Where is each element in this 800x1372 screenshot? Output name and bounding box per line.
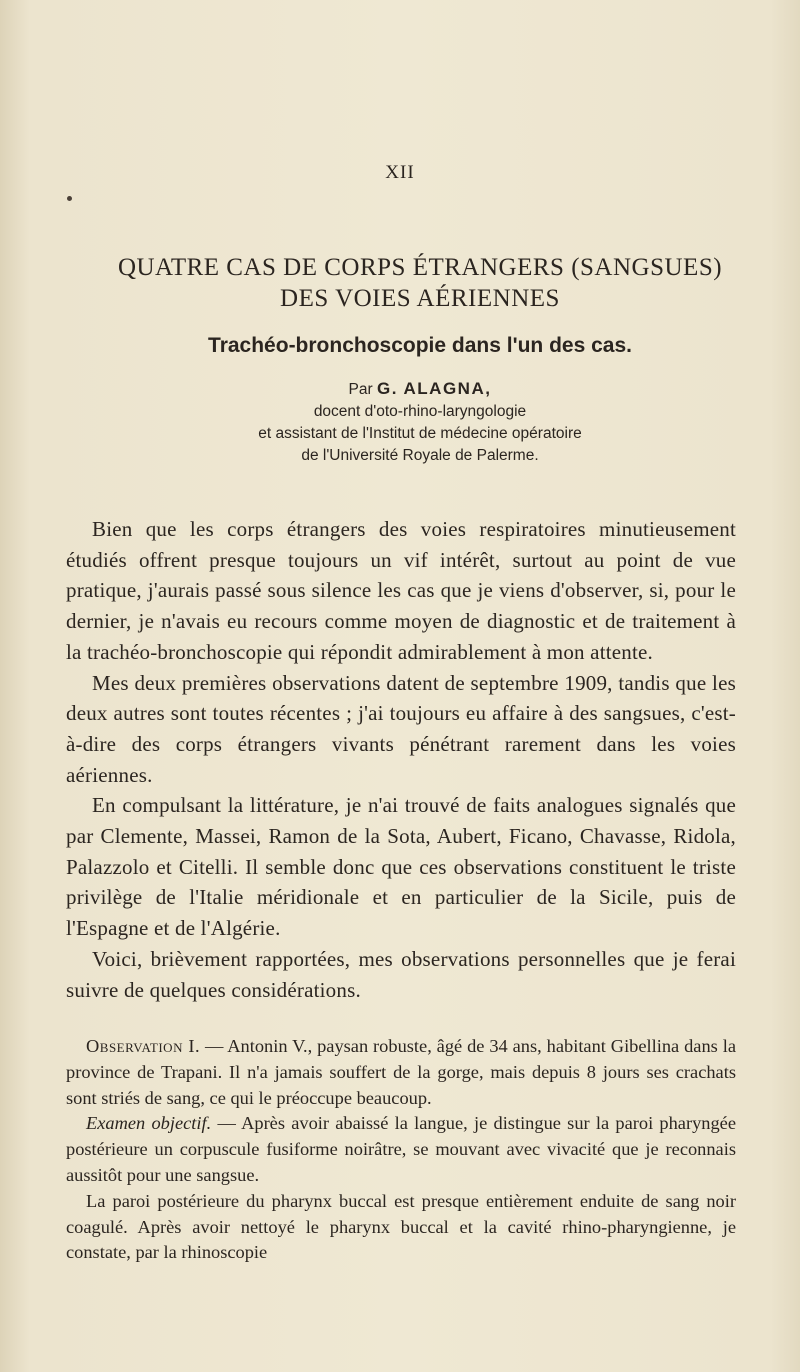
- observation-paragraph: [66, 1034, 736, 1111]
- author-affiliation-2: et assistant de l'Institut de médecine opératoire: [258, 425, 582, 442]
- exam-text: — Après avoir abaissé la langue, je distingue sur la paroi pharyngée postérieure un corpuscule fusiforme noirâtre, se mouvant avec vivacité que je reconnais aussitôt pour une sangsue.: [66, 1113, 736, 1185]
- observation-label: Observation I.: [86, 1036, 201, 1056]
- paragraph-4: Voici, brièvement rapportées, mes observations personnelles que je ferai suivre de quelques considérations.: [66, 946, 736, 1002]
- author-line: [40, 378, 800, 401]
- exam-label: Examen objectif.: [86, 1113, 212, 1134]
- title-line-2: DES VOIES AÉRIENNES: [280, 285, 560, 312]
- paragraph-2: Mes deux premières observations datent de septembre 1909, tandis que les deux autres sont toutes récentes ; j'ai toujours eu affaire à des sangsues, c'est-à-dire des corps étrangers vivants pénétrant rarement dans les voies aériennes.: [66, 670, 736, 787]
- article-body: [66, 514, 736, 1005]
- exam-paragraph: [66, 1111, 736, 1188]
- observation-text: — Antonin V., paysan robuste, âgé de 34 ans, habitant Gibellina dans la province de Trapani. Il n'a jamais souffert de la gorge, mais depuis 8 jours ses crachats sont striés de sang, ce qui le préoccupe beaucoup.: [66, 1036, 736, 1108]
- article-subtitle: Trachéo-bronchoscopie dans l'un des cas.: [208, 334, 632, 357]
- author-name: G. ALAGNA,: [376, 379, 492, 398]
- paragraph-1: Bien que les corps étrangers des voies respiratoires minutieusement étudiés offrent presque toujours un vif intérêt, surtout au point de vue pratique, j'aurais passé sous silence les cas que je viens d'observer, si, pour le dernier, je n'avais eu recours comme moyen de diagnostic et de traitement à la trachéo-bronchoscopie qui répondit admirablement à mon attente.: [66, 517, 736, 664]
- author-affiliation-1: docent d'oto-rhino-laryngologie: [313, 403, 527, 420]
- paragraph-3: En compulsant la littérature, je n'ai trouvé de faits analogues signalés que par Clemente, Massei, Ramon de la Sota, Aubert, Ficano, Chavasse, Ridola, Palazzolo et Citelli. Il semble donc que ces observations constituent le triste privilège de l'Italie méridionale et en particulier de la Sicile, puis de l'Espagne et de l'Algérie.: [66, 793, 736, 941]
- title-line-1: QUATRE CAS DE CORPS ÉTRANGERS (SANGSUES): [117, 254, 723, 281]
- author-affiliation-3: de l'Université Royale de Palerme.: [301, 447, 539, 464]
- article-title: [40, 252, 800, 314]
- by-word: Par: [348, 381, 377, 398]
- observation-section: [66, 1034, 736, 1266]
- page-number: XII: [385, 162, 415, 183]
- observation-paragraph-3: La paroi postérieure du pharynx buccal est presque entièrement enduite de sang noir coagulé. Après avoir nettoyé le pharynx buccal et la cavité rhino-pharyngienne, je constate, par la rhinoscopie: [66, 1190, 736, 1263]
- ink-dot: [67, 196, 72, 201]
- byline: [40, 378, 800, 467]
